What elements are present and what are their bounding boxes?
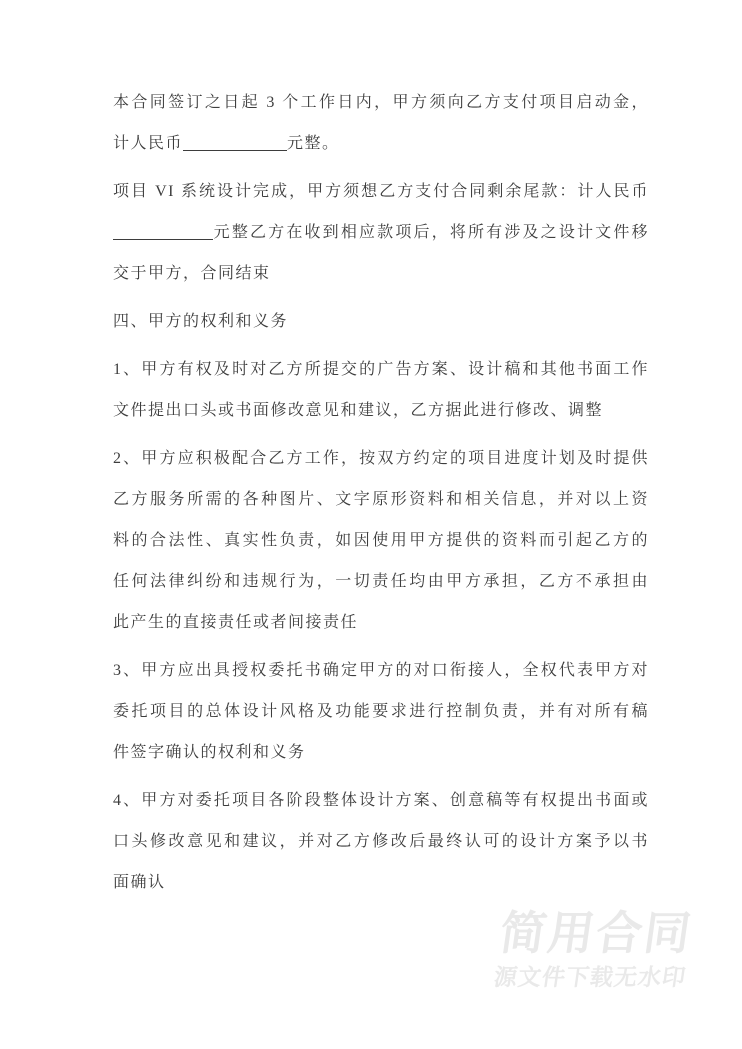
blank-pre-label: 计人民币 xyxy=(113,135,184,152)
fill-in-blank xyxy=(113,224,213,240)
text-line: 项目 VI 系统设计完成，甲方须想乙方支付合同剩余尾款：计人民币 xyxy=(113,183,649,200)
clause-1 xyxy=(113,349,649,431)
text-line: 任何法律纠纷和违规行为，一切责任均由甲方承担，乙方不承担由 xyxy=(113,573,649,590)
text-line xyxy=(113,123,649,164)
text-line xyxy=(113,212,649,253)
text-line: 委托项目的总体设计风格及功能要求进行控制负责，并有对所有稿 xyxy=(113,703,649,720)
clause-2 xyxy=(113,438,649,643)
watermark xyxy=(492,906,724,992)
text-line: 3、甲方应出具授权委托书确定甲方的对口衔接人，全权代表甲方对 xyxy=(113,662,649,679)
text-line: 口头修改意见和建议，并对乙方修改后最终认可的设计方案予以书 xyxy=(113,833,649,850)
blank-post-label: 元整。 xyxy=(287,135,340,152)
clause-4 xyxy=(113,780,649,903)
text-line: 交于甲方，合同结束 xyxy=(113,265,271,282)
paragraph-payment-start xyxy=(113,82,649,164)
section-heading: 四、甲方的权利和义务 xyxy=(113,313,289,330)
section-four xyxy=(113,301,649,342)
text-line: 此产生的直接责任或者间接责任 xyxy=(113,614,359,631)
clause-3 xyxy=(113,650,649,773)
text-line: 面确认 xyxy=(113,874,166,891)
blank-post-label: 元整乙方在收到相应款项后，将所有涉及之设计文件移 xyxy=(213,224,649,241)
text-line: 1、甲方有权及时对乙方所提交的广告方案、设计稿和其他书面工作 xyxy=(113,361,649,378)
text-line: 本合同签订之日起 3 个工作日内，甲方须向乙方支付项目启动金， xyxy=(113,94,649,111)
text-line: 文件提出口头或书面修改意见和建议，乙方据此进行修改、调整 xyxy=(113,402,604,419)
text-line: 4、甲方对委托项目各阶段整体设计方案、创意稿等有权提出书面或 xyxy=(113,792,649,809)
watermark-title: 简用合同 xyxy=(496,907,696,959)
text-line: 件签字确认的权利和义务 xyxy=(113,744,306,761)
paragraph-payment-final xyxy=(113,171,649,294)
fill-in-blank xyxy=(183,135,287,151)
text-line: 2、甲方应积极配合乙方工作，按双方约定的项目进度计划及时提供 xyxy=(113,450,649,467)
text-line: 料的合法性、真实性负责，如因使用甲方提供的资料而引起乙方的 xyxy=(113,532,649,549)
text-line: 乙方服务所需的各种图片、文字原形资料和相关信息，并对以上资 xyxy=(113,491,649,508)
contract-body xyxy=(113,82,649,910)
watermark-subtitle: 源文件下载无水印 xyxy=(492,964,688,990)
